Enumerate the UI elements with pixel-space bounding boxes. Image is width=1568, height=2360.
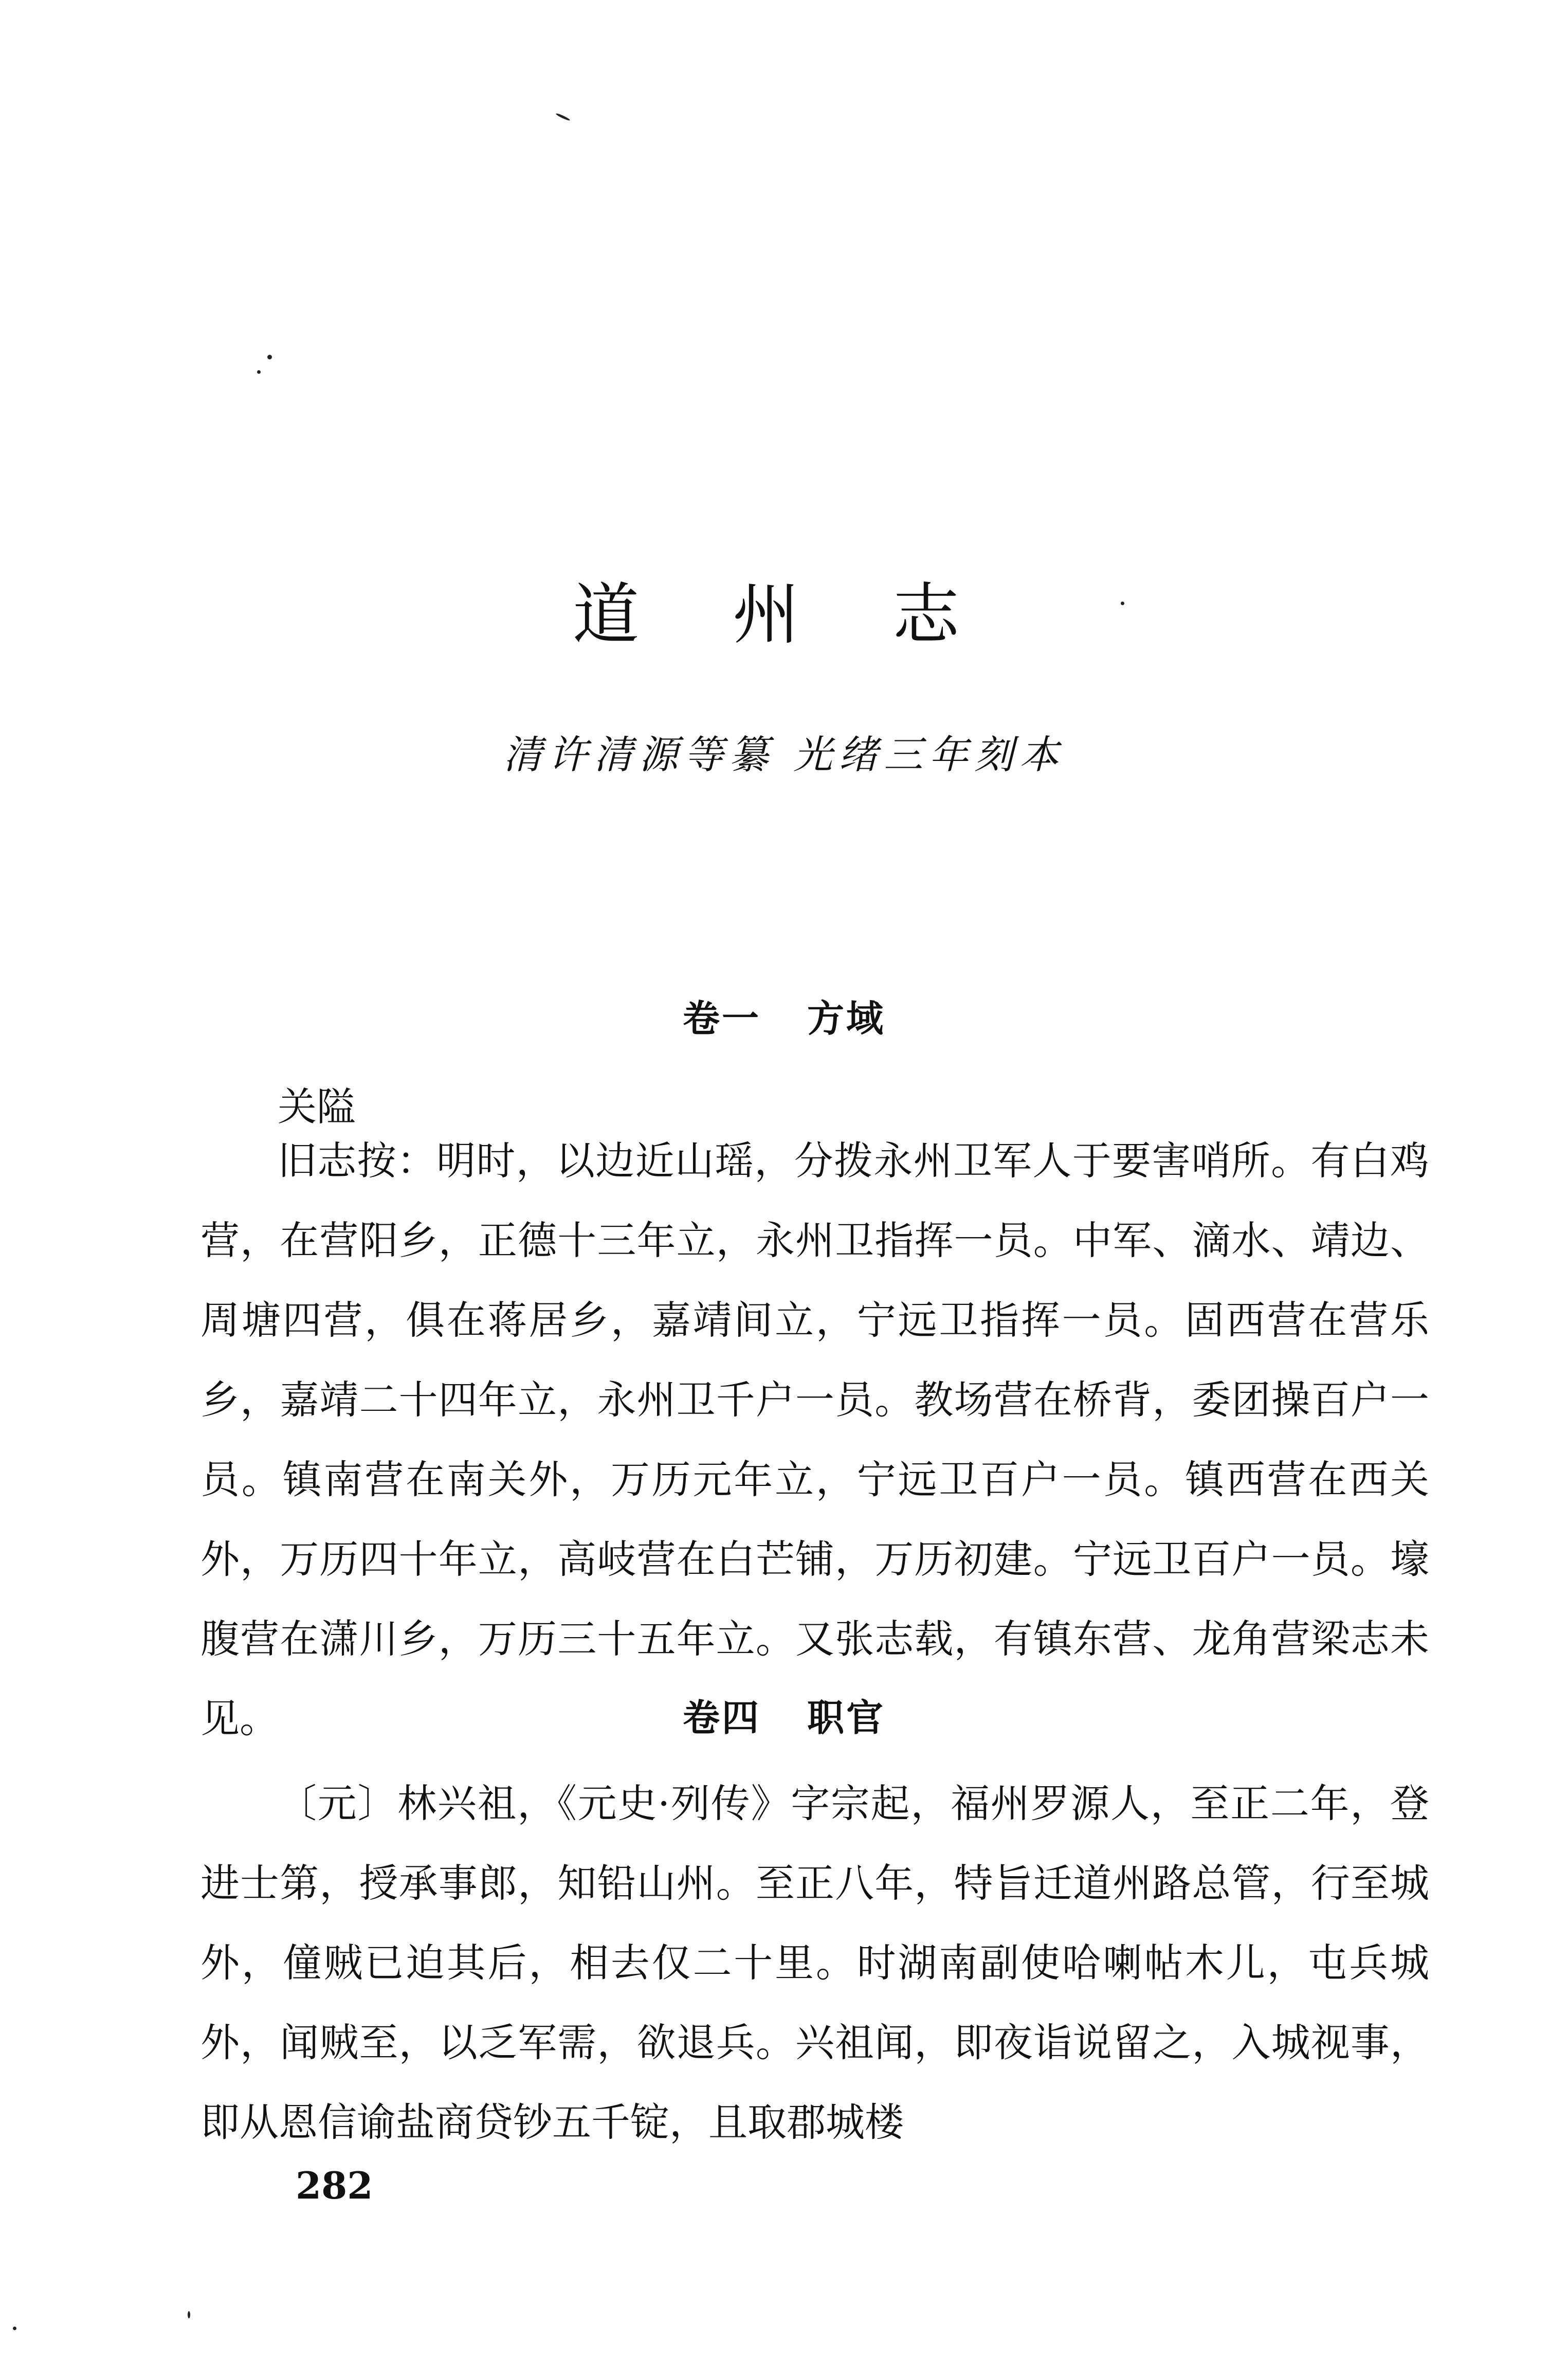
section-1-subheading: 关隘 <box>278 1084 356 1130</box>
scan-speck <box>188 2311 190 2318</box>
scan-speck <box>257 370 261 374</box>
section-2-volume: 卷四 <box>682 1696 761 1739</box>
book-subtitle: 清许清源等纂 光绪三年刻本 <box>503 732 1065 777</box>
section-2-paragraph: 〔元〕林兴祖，《元史·列传》字宗起，福州罗源人，至正二年，登进士第，授承事郎，知铅山州。至正八年，特旨迁道州路总管，行至城外，僮贼已迫其后，相去仅二十里。时湖南副使哈喇帖木儿，屯兵城外，闻贼至，以乏军需，欲退兵。兴祖闻，即夜诣说留之，入城视事，即从恩信谕盐商贷钞五千锭，且取郡城楼 <box>200 1781 1429 2145</box>
scan-speck <box>267 355 272 359</box>
book-title: 道 州 志 <box>572 575 996 653</box>
section-heading-2 <box>0 1696 1568 1739</box>
section-heading-1 <box>0 996 1568 1040</box>
section-1-volume: 卷一 <box>682 996 761 1040</box>
section-1-topic: 方域 <box>807 996 886 1040</box>
page-number: 282 <box>296 2164 373 2207</box>
scan-speck <box>555 113 570 121</box>
section-2-topic: 职官 <box>807 1696 886 1739</box>
scan-speck <box>13 2327 16 2330</box>
scan-speck <box>1121 602 1124 605</box>
section-1-paragraph: 旧志按：明时，以边近山瑶，分拨永州卫军人于要害哨所。有白鸡营，在营阳乡，正德十三年立，永州卫指挥一员。中军、滴水、靖边、周塘四营，俱在蒋居乡，嘉靖间立，宁远卫指挥一员。固西营在营乐乡，嘉靖二十四年立，永州卫千户一员。教场营在桥背，委团操百户一员。镇南营在南关外，万历元年立，宁远卫百户一员。镇西营在西关外，万历四十年立，高岐营在白芒铺，万历初建。宁远卫百户一员。壕腹营在潇川乡，万历三十五年立。又张志载，有镇东营、龙角营梁志未见。 <box>200 1138 1429 1741</box>
